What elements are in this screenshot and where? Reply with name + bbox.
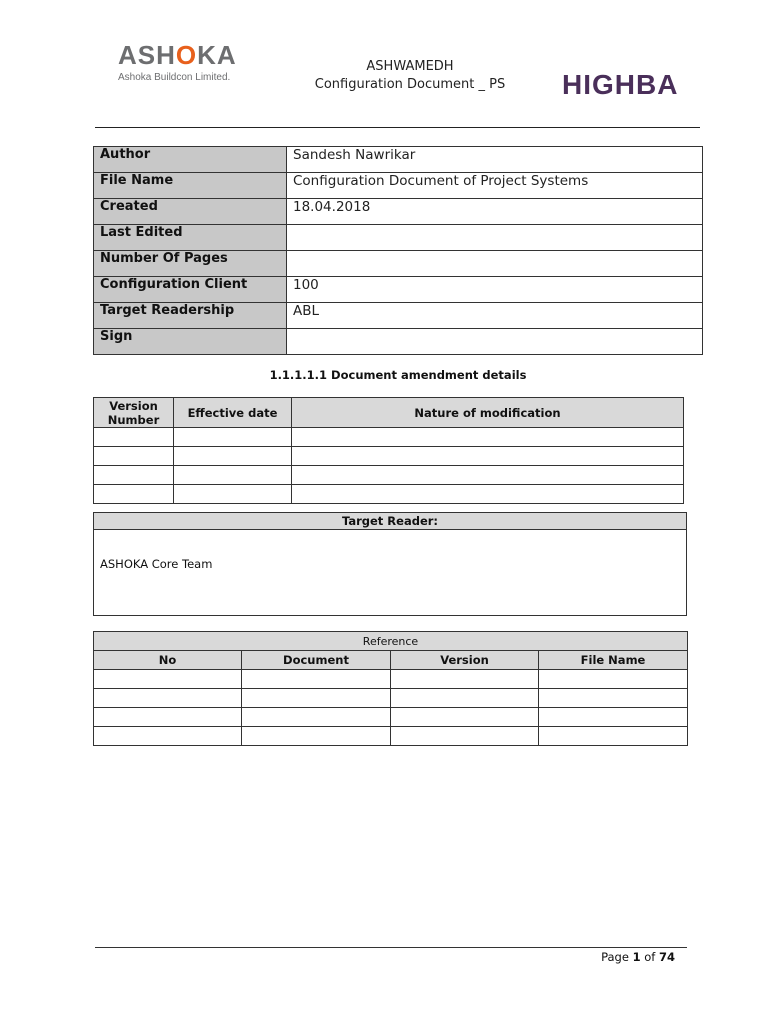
table-cell — [94, 727, 242, 746]
table-cell — [391, 670, 539, 689]
table-cell — [242, 670, 391, 689]
table-cell — [242, 727, 391, 746]
footer-divider — [95, 947, 687, 948]
highbar-logo: HIGHBA — [562, 69, 679, 100]
table-cell — [539, 670, 688, 689]
table-cell — [292, 447, 684, 466]
document-header-title — [290, 58, 530, 94]
page-label: Page — [601, 950, 629, 964]
page-of: of — [644, 950, 656, 964]
info-value: Configuration Document of Project Systems — [287, 173, 703, 199]
header-divider — [95, 127, 700, 128]
info-row-created — [94, 199, 703, 225]
target-reader-box — [93, 512, 687, 616]
table-row — [94, 689, 688, 708]
table-cell — [174, 466, 292, 485]
table-row — [94, 708, 688, 727]
target-reader-body: ASHOKA Core Team — [100, 557, 213, 571]
col-header-version-number: Version Number — [94, 398, 174, 428]
table-cell — [94, 447, 174, 466]
table-cell — [292, 485, 684, 504]
table-cell — [539, 708, 688, 727]
table-cell — [539, 689, 688, 708]
table-row — [94, 485, 684, 504]
info-value — [287, 251, 703, 277]
info-row-configuration-client — [94, 277, 703, 303]
info-row-sign — [94, 329, 703, 355]
table-cell — [94, 689, 242, 708]
info-key: Configuration Client — [94, 277, 287, 303]
info-key: Last Edited — [94, 225, 287, 251]
table-row — [94, 447, 684, 466]
info-row-target-readership — [94, 303, 703, 329]
table-cell — [94, 708, 242, 727]
table-cell — [292, 428, 684, 447]
table-row — [94, 670, 688, 689]
info-value: 100 — [287, 277, 703, 303]
document-info-table — [93, 146, 703, 355]
amendment-table — [93, 397, 684, 504]
table-cell — [94, 428, 174, 447]
info-value — [287, 329, 703, 355]
table-cell — [94, 670, 242, 689]
table-cell — [539, 727, 688, 746]
page-number — [560, 950, 675, 964]
table-cell — [174, 428, 292, 447]
info-key: Created — [94, 199, 287, 225]
info-value: ABL — [287, 303, 703, 329]
info-value — [287, 225, 703, 251]
ashoka-logo-subtitle: Ashoka Buildcon Limited. — [118, 72, 231, 83]
table-row — [94, 466, 684, 485]
col-header-nature-of-modification: Nature of modification — [292, 398, 684, 428]
section-heading: 1.1.1.1.1 Document amendment details — [269, 368, 527, 382]
ashoka-logo — [118, 42, 248, 92]
info-row-last-edited — [94, 225, 703, 251]
ashoka-logo-word: ASHOKA — [118, 40, 237, 70]
info-key: Sign — [94, 329, 287, 355]
col-header-no: No — [94, 651, 242, 670]
info-key: Target Readership — [94, 303, 287, 329]
table-cell — [242, 689, 391, 708]
info-key: Author — [94, 147, 287, 173]
info-row-author — [94, 147, 703, 173]
table-cell — [94, 466, 174, 485]
info-row-file-name — [94, 173, 703, 199]
info-value: 18.04.2018 — [287, 199, 703, 225]
table-cell — [174, 485, 292, 504]
table-row — [94, 428, 684, 447]
col-header-file-name: File Name — [539, 651, 688, 670]
page-current: 1 — [632, 950, 641, 964]
info-row-number-of-pages — [94, 251, 703, 277]
table-cell — [391, 708, 539, 727]
col-header-effective-date: Effective date — [174, 398, 292, 428]
table-cell — [391, 727, 539, 746]
target-reader-heading: Target Reader: — [94, 513, 686, 530]
page-total: 74 — [658, 950, 675, 964]
table-cell — [391, 689, 539, 708]
project-name: ASHWAMEDH — [366, 59, 454, 74]
info-value: Sandesh Nawrikar — [287, 147, 703, 173]
reference-title: Reference — [94, 632, 688, 651]
reference-table — [93, 631, 688, 746]
table-cell — [94, 485, 174, 504]
info-key: File Name — [94, 173, 287, 199]
col-header-version: Version — [391, 651, 539, 670]
col-header-document: Document — [242, 651, 391, 670]
info-key: Number Of Pages — [94, 251, 287, 277]
table-row — [94, 727, 688, 746]
table-cell — [174, 447, 292, 466]
table-cell — [292, 466, 684, 485]
table-cell — [242, 708, 391, 727]
document-name: Configuration Document _ PS — [314, 77, 506, 92]
